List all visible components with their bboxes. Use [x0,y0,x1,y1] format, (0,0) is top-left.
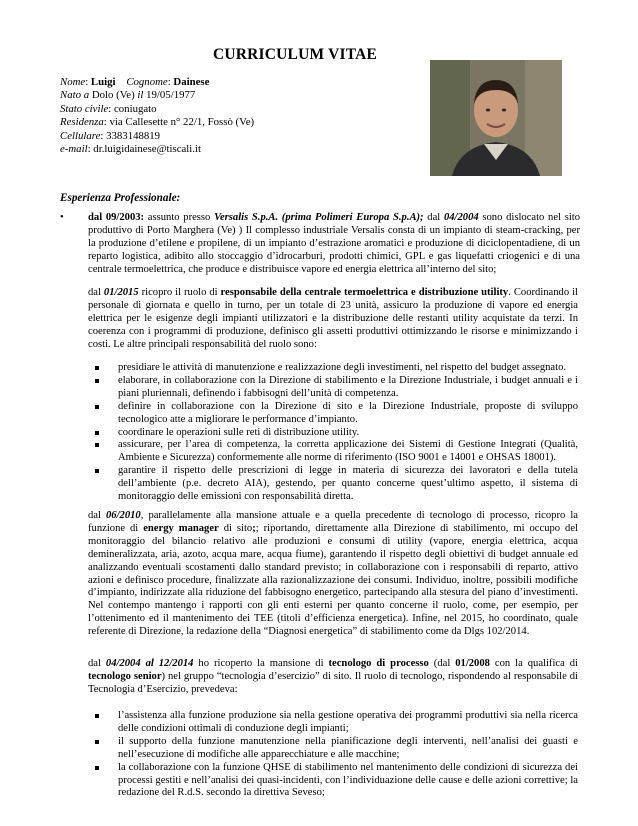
birth-date: 19/05/1977 [146,89,196,102]
list-item: coordinare le operazioni sulle reti di distribuzione utility. [88,427,578,440]
profile-photo-graphic [430,60,562,176]
birth-line [60,89,254,102]
phone: 3383148819 [106,129,161,142]
paragraph-process-technologist: dal 04/2004 al 12/2014 ho ricoperto la mansione di tecnologo di processo (dal 01/2008 con la qualifica di tecnologo senior) nel gruppo “tecnologia d’esercizio” di sito. Il ruolo di tecnologo, rispondendo al responsabile di Tecnologia d’Esercizio, prevedeva: [88,658,578,695]
birth-label: Nato a [60,89,90,102]
list-item: definire in collaborazione con la Direzione di sito e la Direzione Industriale, proposte di sviluppo tecnologico atte a migliorare le performance d’impianto. [88,401,578,427]
responsibilities-list [88,362,578,504]
paragraph-current-role: dal 01/2015 ricopro il ruolo di responsabile della centrale termoelettrica e distribuzione utility. Coordinando il personale di giornata e quello in turno, per un totale di 23 unità, assicuro la produzione di vapore ed energia elettrica per le esigenze degli impianti utilizzatori e la distribuzione delle restanti utility acquistate da terzi. In coerenza con i programmi di produzione, definisco gli assetti produttivi ottimizzando le risorse e minimizzando i costi. Le altre principali responsabilità del ruolo sono: [88,287,578,350]
bullet-dot-icon: • [60,212,64,223]
personal-info [60,76,254,156]
list-item: assicurare, per l’area di competenza, la corretta applicazione dei Sistemi di Gestione Integrati (Qualità, Ambiente e Sicurezza) conformemente alle norme di riferimento (ISO 9001 e 14001 e OHSAS 18001). [88,439,578,465]
page-title: CURRICULUM VITAE [212,46,378,63]
surname-label: Cognome [126,76,168,88]
residence-line: Residenza: via Callesette n° 22/1, Fossò (Ve) [60,116,255,129]
residence: via Callesette n° 22/1, Fossò (Ve) [109,116,255,129]
list-item: presidiare le attività di manutenzione e realizzazione degli investimenti, nel rispetto del budget assegnato. [88,362,578,375]
marital-line: Stato civile: coniugato [60,102,157,115]
surname: Dainese [173,76,210,88]
birth-il-label: il [137,89,144,102]
list-item: garantire il rispetto delle prescrizioni di legge in materia di sicurezza dei lavoratori e della tutela dell’ambiente (p.e. decreto AIA), gestendo, per quanto concerne quest’ultimo aspetto, il sistema di monitoraggio delle emissioni con responsabilità diretta. [88,465,578,504]
list-item: l’assistenza alla funzione produzione sia nella gestione operativa dei programmi produttivi sia nella ricerca delle condizioni ottimali di conduzione degli impianti; [88,710,578,736]
intro-bullet [60,212,580,277]
list-item: elaborare, in collaborazione con la Direzione di stabilimento e la Direzione Industriale, i budget annuali e i piani pluriennali, definendo i fabbisogni dell’unità di competenza. [88,375,578,401]
birth-place: Dolo (Ve) [91,89,135,102]
marital-status: coniugato [113,102,157,115]
email: dr.luigidainese@tiscali.it [93,143,201,156]
email-line: e-mail: dr.luigidainese@tiscali.it [60,143,201,156]
paragraph-energy-manager: dal 06/2010, parallelamente alla mansione attuale e a quella precedente di tecnologo di processo, ricopro la funzione di energy manager di sito;; riportando, direttamente alla Direzione di stabilimento, mi occupo del monitoraggio del bilancio relativo alle produzioni e consumi di utility (vapore, energia elettrica, acqua demineralizzata, aria, azoto, acqua mare, acqua fiume), garantendo il rispetto degli obiettivi di budget annuale ed analizzando eventuali scostamenti dallo standard previsto; in collaborazione con i responsabili di reparto, attivo azioni e definisco procedure, finalizzate alla razionalizzazione dei consumi. Individuo, inoltre, possibili modifiche d’impianto, indirizzate alla riduzione del fabbisogno energetico, partecipando alla stesura del piano d’investimenti. Nel contempo mantengo i rapporti con gli enti esterni per quanto concerne il ruolo, come, per esempio, per l’ottenimento ed il mantenimento dei TEE (titoli d’efficienza energetica). Infine, nel 2015, ho coordinato, quale referente di Direzione, la redazione della “Diagnosi energetica” di stabilimento come da Dlgs 102/2014. [88,510,578,638]
first-name: Luigi [90,76,116,88]
intro-text: dal 09/2003: assunto presso Versalis S.p.A. (prima Polimeri Europa S.p.A); dal 04/2004 sono dislocato nel sito produttivo di Porto Marghera (Ve) ) Il complesso industriale Versalis consta di un impianto di steam-cracking, per la produzione d’etilene e propilene, di un impianto d’estrazione aromatici e produzione di diciclopentadiene, di un reparto logistica, adibito allo stoccaggio d’idrocarburi, prodotti chimici, GPL e gas liquefatti criogenici e di una centrale termoelettrica, che produce e distribuisce vapore ed energia elettrica all’interno del sito; [88,212,581,275]
list-item: la collaborazione con la funzione QHSE di stabilimento nel mantenimento delle condizioni di sicurezza dei processi gestiti e nell’analisi dei quasi-incidenti, con l’individuazione delle cause e delle azioni correttive; la redazione del R.d.S. secondo la direttiva Seveso; [88,762,578,801]
email-label: e-mail [60,143,88,156]
list-item: il supporto della funzione manutenzione nella pianificazione degli interventi, nell’analisi dei guasti e nell’esecuzione di modifiche alle apparecchiature e alle macchine; [88,736,578,762]
name-line: Nome: Luigi Cognome: Dainese [60,76,210,88]
phone-label: Cellulare [60,129,101,142]
technologist-duties-list [88,710,578,800]
profile-photo [430,60,562,176]
residence-label: Residenza [60,116,104,129]
section-heading: Esperienza Professionale: [60,192,181,204]
marital-label: Stato civile [60,102,109,115]
phone-line: Cellulare: 3383148819 [60,129,161,142]
name-label: Nome [60,76,86,88]
